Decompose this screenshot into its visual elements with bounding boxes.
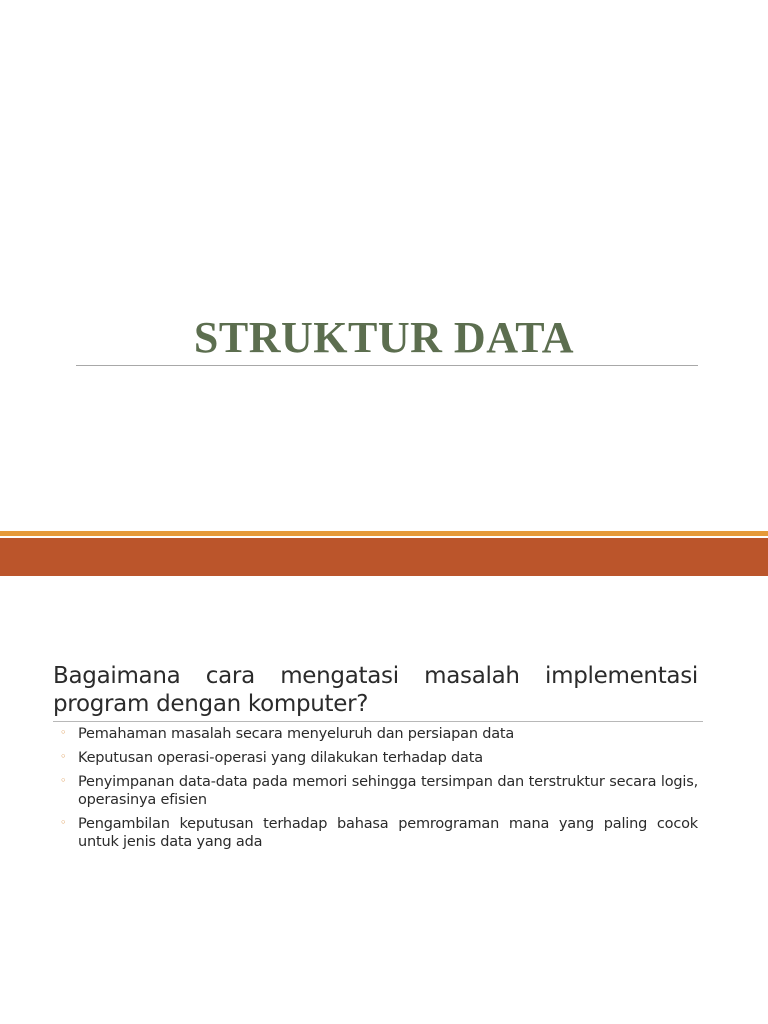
bullet-text: Keputusan operasi-operasi yang dilakukan terhadap data	[78, 750, 483, 766]
slide-title: STRUKTUR DATA	[193, 313, 575, 362]
list-item	[60, 749, 698, 767]
list-item	[60, 815, 698, 851]
bullet-icon: ◦	[60, 816, 67, 829]
title-divider	[76, 365, 698, 366]
bullet-icon: ◦	[60, 726, 67, 739]
accent-band-thick	[0, 538, 768, 576]
list-item	[60, 773, 698, 809]
accent-band-thin	[0, 531, 768, 536]
bullet-text: Pemahaman masalah secara menyeluruh dan persiapan data	[78, 726, 515, 742]
bullet-list	[60, 725, 698, 857]
bullet-text: Penyimpanan data-data pada memori sehingga tersimpan dan terstruktur secara logis, operasinya efisien	[78, 774, 698, 808]
question-divider	[53, 721, 703, 722]
bullet-icon: ◦	[60, 750, 67, 763]
bullet-text: Pengambilan keputusan terhadap bahasa pemrograman mana yang paling cocok untuk jenis data yang ada	[78, 816, 698, 850]
list-item	[60, 725, 698, 743]
bullet-icon: ◦	[60, 774, 67, 787]
question-heading: Bagaimana cara mengatasi masalah implementasi program dengan komputer?	[53, 663, 698, 717]
